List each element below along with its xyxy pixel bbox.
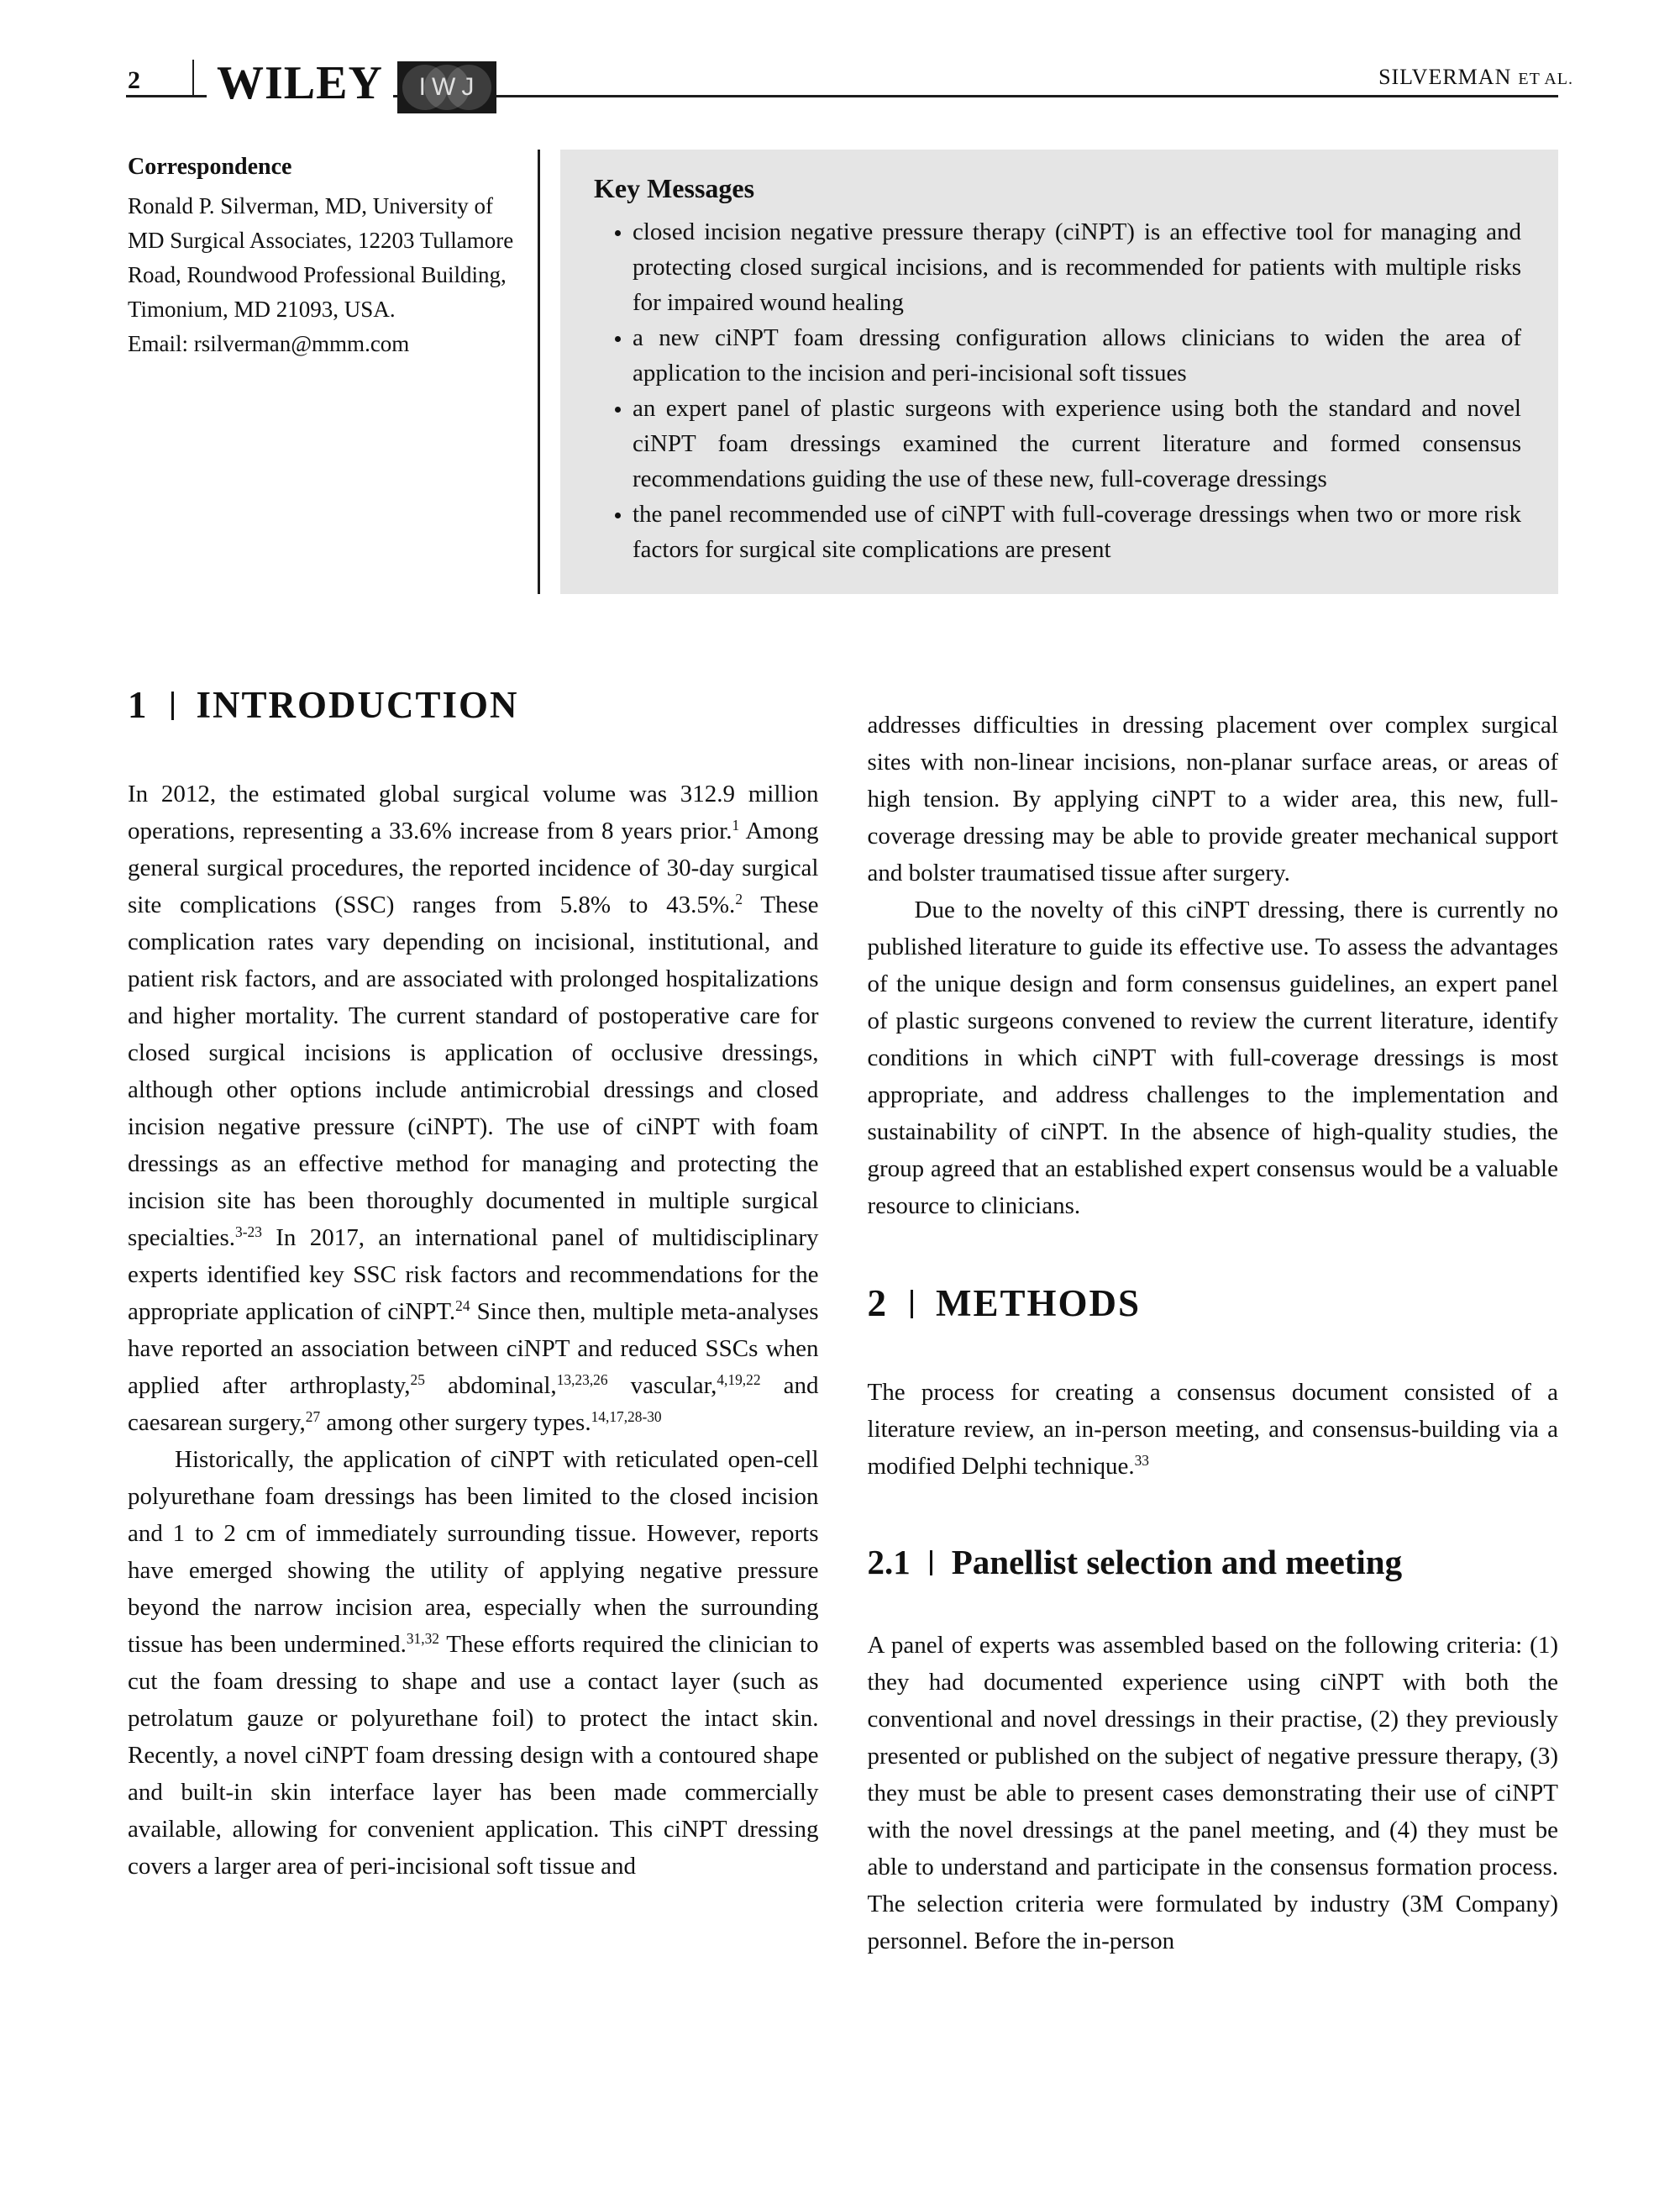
reference-superscript: 25 <box>410 1370 425 1388</box>
correspondence-line: MD Surgical Associates, 12203 Tullamore <box>128 228 514 253</box>
body-paragraph: The process for creating a consensus document consisted of a literature review, an in-person meeting, and consensus-building via a modified Delphi technique.$^{33}$ <box>867 1378 1558 1480</box>
reference-superscript: 33 <box>1134 1451 1149 1469</box>
key-message-item: • the panel recommended use of ciNPT with full-coverage dressings when two or more risk factors for surgical site complications are present <box>633 497 1521 567</box>
section-number: 2.1 <box>867 1542 911 1581</box>
body-paragraph: Due to the novelty of this ciNPT dressing, there is currently no published literature to guide its effective use. To assess the advantages of the unique design and form consensus guidelines, an expert panel of plastic surgeons convened to review the current literature, identify conditions in which ciNPT with full-coverage dressings is most appropriate, and address challenges to the implementation and sustainability of ciNPT. In the absence of high-quality studies, the group agreed that an established expert consensus would be a valuable resource to clinicians. <box>867 897 1558 1219</box>
section-title: INTRODUCTION <box>196 684 519 726</box>
iwj-journal-logo <box>397 61 496 113</box>
article-body <box>128 685 1558 1959</box>
body-paragraph: In 2012, the estimated global surgical volume was 312.9 million operations, representing a 33.6% increase from 8 years prior.$^1$ Among general surgical procedures, the reported incidence of 30-day surgical site complications (SSC) ranges from 5.8% to 43.5%.$^2$ These complication rates vary depending on incisional, institutional, and patient risk factors, and are associated with prolonged hospitalizations and higher mortality. The current standard of postoperative care for closed surgical incisions is application of occlusive dressings, although other options include antimicrobial dressings and closed incision negative pressure (ciNPT). The use of ciNPT with foam dressings as an effective method for managing and protecting the incision site has been thoroughly documented in multiple surgical specialties.$^{3-23}$ In 2017, an international panel of multidisciplinary experts identified key SSC risk factors and recommendations for the appropriate application of ciNPT.$^{24}$ Since then, multiple meta-analyses have reported an association between ciNPT and reduced SSCs when applied after arthroplasty,$^{25}$ abdominal,$^{13,23,26}$ vascular,$^{4,19,22}$ and caesarean surgery,$^{27}$ among other surgery types.$^{14,17,28-30}$ <box>128 780 819 1436</box>
vertical-divider-rule <box>538 150 540 594</box>
header-tick-rule <box>192 60 194 95</box>
key-message-item: • a new ciNPT foam dressing configuration allows clinicians to widen the area of application to the incision and peri-incisional soft tissues <box>633 320 1521 391</box>
key-message-item: • closed incision negative pressure therapy (ciNPT) is an effective tool for managing and protecting closed surgical incisions, and is recommended for patients with multiple risks for impaired wound healing <box>633 214 1521 320</box>
page-number: 2 <box>128 66 140 94</box>
article-info-row <box>128 150 1558 594</box>
left-column <box>128 685 819 1959</box>
wiley-logo: WILEY <box>207 56 393 112</box>
body-paragraph: A panel of experts was assembled based on the following criteria: (1) they had documented experience using ciNPT with both the conventional and novel dressings in their practise, (2) they previously presented or published on the subject of negative pressure therapy, (3) they must be able to present cases demonstrating their use of ciNPT with the novel dressings at the panel meeting, and (4) they must be able to understand and participate in the consensus formation process. The selection criteria were formulated by industry (3M Company) personnel. Before the in-person <box>867 1631 1558 1954</box>
reference-superscript: 4,19,22 <box>717 1370 761 1388</box>
correspondence-email: Email: rsilverman@mmm.com <box>128 331 410 356</box>
running-head-etal: ET AL. <box>1518 70 1573 88</box>
running-head-authors: SILVERMAN <box>1378 65 1512 89</box>
reference-superscript: 13,23,26 <box>556 1370 608 1388</box>
reference-superscript: 31,32 <box>406 1629 439 1647</box>
key-messages-box <box>560 150 1558 594</box>
section-divider-bar <box>930 1550 932 1575</box>
correspondence-line: Timonium, MD 21093, USA. <box>128 297 396 322</box>
section-heading-panellist-selection <box>868 1544 1559 1581</box>
reference-superscript: 24 <box>455 1296 470 1314</box>
section-divider-bar <box>911 1290 913 1318</box>
reference-superscript: 3-23 <box>235 1223 262 1240</box>
section-title: Panellist selection and meeting <box>951 1542 1403 1581</box>
reference-superscript: 27 <box>305 1407 321 1425</box>
correspondence-line: Road, Roundwood Professional Building, <box>128 262 507 287</box>
correspondence-block <box>128 150 522 594</box>
section-number: 1 <box>128 684 149 726</box>
reference-superscript: 14,17,28-30 <box>591 1407 662 1425</box>
section-title: METHODS <box>936 1282 1142 1324</box>
correspondence-line: Ronald P. Silverman, MD, University of <box>128 193 493 218</box>
key-messages-title: Key Messages <box>594 173 755 203</box>
section-number: 2 <box>867 1282 888 1324</box>
right-column <box>868 685 1559 1959</box>
reference-superscript: 1 <box>732 816 740 834</box>
body-paragraph: addresses difficulties in dressing placement over complex surgical sites with non-linear incisions, non-planar surface areas, or areas of high tension. By applying ciNPT to a wider area, this new, full-coverage dressing may be able to provide greater mechanical support and bolster traumatised tissue after surgery. <box>867 712 1558 886</box>
key-message-item: • an expert panel of plastic surgeons with experience using both the standard and novel ciNPT foam dressings examined the current literature and formed consensus recommendations guiding the use of these new, full-coverage dressings <box>633 391 1521 497</box>
running-head <box>1378 65 1573 90</box>
body-paragraph: Historically, the application of ciNPT with reticulated open-cell polyurethane foam dressings has been limited to the closed incision and 1 to 2 cm of immediately surrounding tissue. However, reports have emerged showing the utility of applying negative pressure beyond the narrow incision area, especially when the surrounding tissue has been undermined.$^{31,32}$ These efforts required the clinician to cut the foam dressing to shape and use a contact layer (such as petrolatum gauze or polyurethane foil) to protect the intact skin. Recently, a novel ciNPT foam dressing design with a contoured shape and built-in skin interface layer has been made commercially available, allowing for convenient application. This ciNPT dressing covers a larger area of peri-incisional soft tissue and <box>128 1445 819 1880</box>
key-messages-list <box>594 214 1521 567</box>
correspondence-heading: Correspondence <box>128 154 292 180</box>
section-divider-bar <box>171 692 174 720</box>
reference-superscript: 2 <box>735 890 743 907</box>
iwj-logo-text: IWJ <box>418 73 480 101</box>
page-header <box>128 42 1573 109</box>
section-heading-methods <box>868 1283 1559 1325</box>
section-heading-introduction <box>128 685 819 727</box>
